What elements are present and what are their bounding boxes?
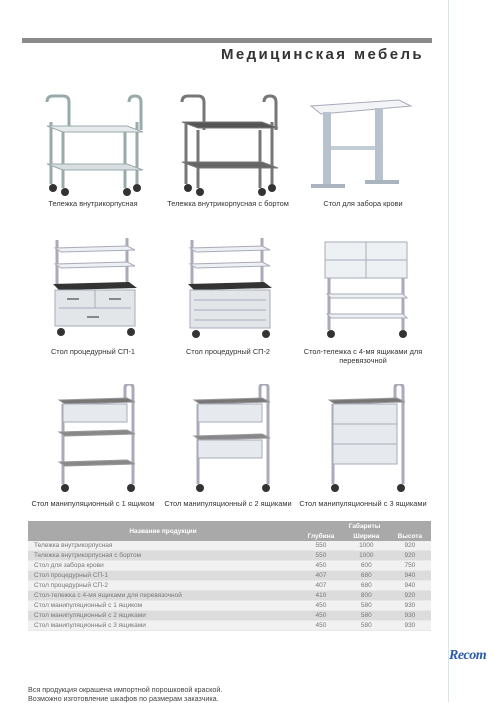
- product-card: [163, 376, 293, 508]
- page-guide-line: [448, 0, 449, 702]
- row-height: 930: [389, 601, 431, 611]
- table-row: [28, 541, 431, 551]
- table-row: [28, 581, 431, 591]
- product-caption: Стол-тележка с 4-мя ящиками для перевязочной: [303, 347, 423, 365]
- product-image: [28, 224, 158, 344]
- row-name: Тележка внутрикорпусная: [28, 541, 298, 551]
- product-caption: Стол процедурный СП-1: [50, 347, 136, 356]
- row-width: 580: [344, 621, 389, 631]
- row-height: 920: [389, 541, 431, 551]
- row-height: 750: [389, 561, 431, 571]
- row-name: Стол-тележка с 4-мя ящиками для перевязочной: [28, 591, 298, 601]
- row-name: Стол процедурный СП-2: [28, 581, 298, 591]
- product-image: [298, 224, 428, 344]
- product-caption: Стол для забора крови: [323, 199, 403, 208]
- footnote: [28, 685, 222, 703]
- row-height: 930: [389, 621, 431, 631]
- product-caption: Тележка внутрикорпусная с бортом: [167, 199, 289, 208]
- row-depth: 450: [298, 621, 344, 631]
- row-height: 940: [389, 571, 431, 581]
- product-image: [163, 224, 293, 344]
- product-card: [163, 76, 293, 208]
- product-card: [298, 76, 428, 208]
- product-card: [28, 76, 158, 208]
- product-card: [28, 224, 158, 356]
- row-height: 930: [389, 611, 431, 621]
- row-depth: 450: [298, 611, 344, 621]
- row-name: Стол для забора крови: [28, 561, 298, 571]
- row-depth: 407: [298, 581, 344, 591]
- header-height: Высота: [389, 531, 431, 541]
- product-image: [163, 76, 293, 196]
- row-depth: 450: [298, 601, 344, 611]
- row-name: Стол процедурный СП-1: [28, 571, 298, 581]
- header-name: Название продукции: [28, 521, 298, 541]
- table-row: [28, 621, 431, 631]
- product-image: [298, 376, 428, 496]
- row-name: Стол манипуляционный с 1 ящиком: [28, 601, 298, 611]
- product-card: [163, 224, 293, 356]
- product-caption: Тележка внутрикорпусная: [48, 199, 138, 208]
- table-row: [28, 571, 431, 581]
- header-depth: Глубина: [298, 531, 344, 541]
- product-caption: Стол манипуляционный с 3 ящиками: [299, 499, 427, 508]
- product-card: [298, 376, 428, 508]
- row-depth: 407: [298, 571, 344, 581]
- product-caption: Стол манипуляционный с 2 ящиками: [164, 499, 292, 508]
- product-caption: Стол процедурный СП-2: [185, 347, 271, 356]
- table-row: [28, 551, 431, 561]
- product-card: [28, 376, 158, 508]
- header-width: Ширина: [344, 531, 389, 541]
- row-name: Стол манипуляционный с 2 ящиками: [28, 611, 298, 621]
- table-row: [28, 561, 431, 571]
- page-title: Медицинская мебель: [221, 46, 424, 63]
- row-width: 580: [344, 601, 389, 611]
- row-height: 920: [389, 551, 431, 561]
- product-image: [28, 76, 158, 196]
- row-width: 680: [344, 581, 389, 591]
- row-width: 680: [344, 571, 389, 581]
- row-depth: 550: [298, 541, 344, 551]
- table-row: [28, 591, 431, 601]
- row-depth: 410: [298, 591, 344, 601]
- row-name: Тележка внутрикорпусная с бортом: [28, 551, 298, 561]
- product-image: [28, 376, 158, 496]
- footnote-line-1: Вся продукция окрашена импортной порошковой краской.: [28, 685, 223, 694]
- header-dimensions: Габариты: [298, 521, 431, 531]
- row-depth: 450: [298, 561, 344, 571]
- row-width: 800: [344, 591, 389, 601]
- table-row: [28, 611, 431, 621]
- header-bar: [22, 38, 432, 43]
- row-name: Стол манипуляционный с 3 ящиками: [28, 621, 298, 631]
- row-width: 580: [344, 611, 389, 621]
- product-image: [163, 376, 293, 496]
- product-card: [298, 224, 428, 365]
- row-depth: 550: [298, 551, 344, 561]
- table-row: [28, 601, 431, 611]
- row-width: 600: [344, 561, 389, 571]
- row-height: 920: [389, 591, 431, 601]
- footnote-line-2: Возможно изготовление шкафов по размерам заказчика.: [28, 694, 219, 703]
- brand-logo: Recom: [449, 648, 487, 663]
- row-width: 1000: [344, 551, 389, 561]
- product-image: [298, 76, 428, 196]
- specs-table: [28, 521, 431, 631]
- row-height: 940: [389, 581, 431, 591]
- product-caption: Стол манипуляционный с 1 ящиком: [31, 499, 155, 508]
- row-width: 1000: [344, 541, 389, 551]
